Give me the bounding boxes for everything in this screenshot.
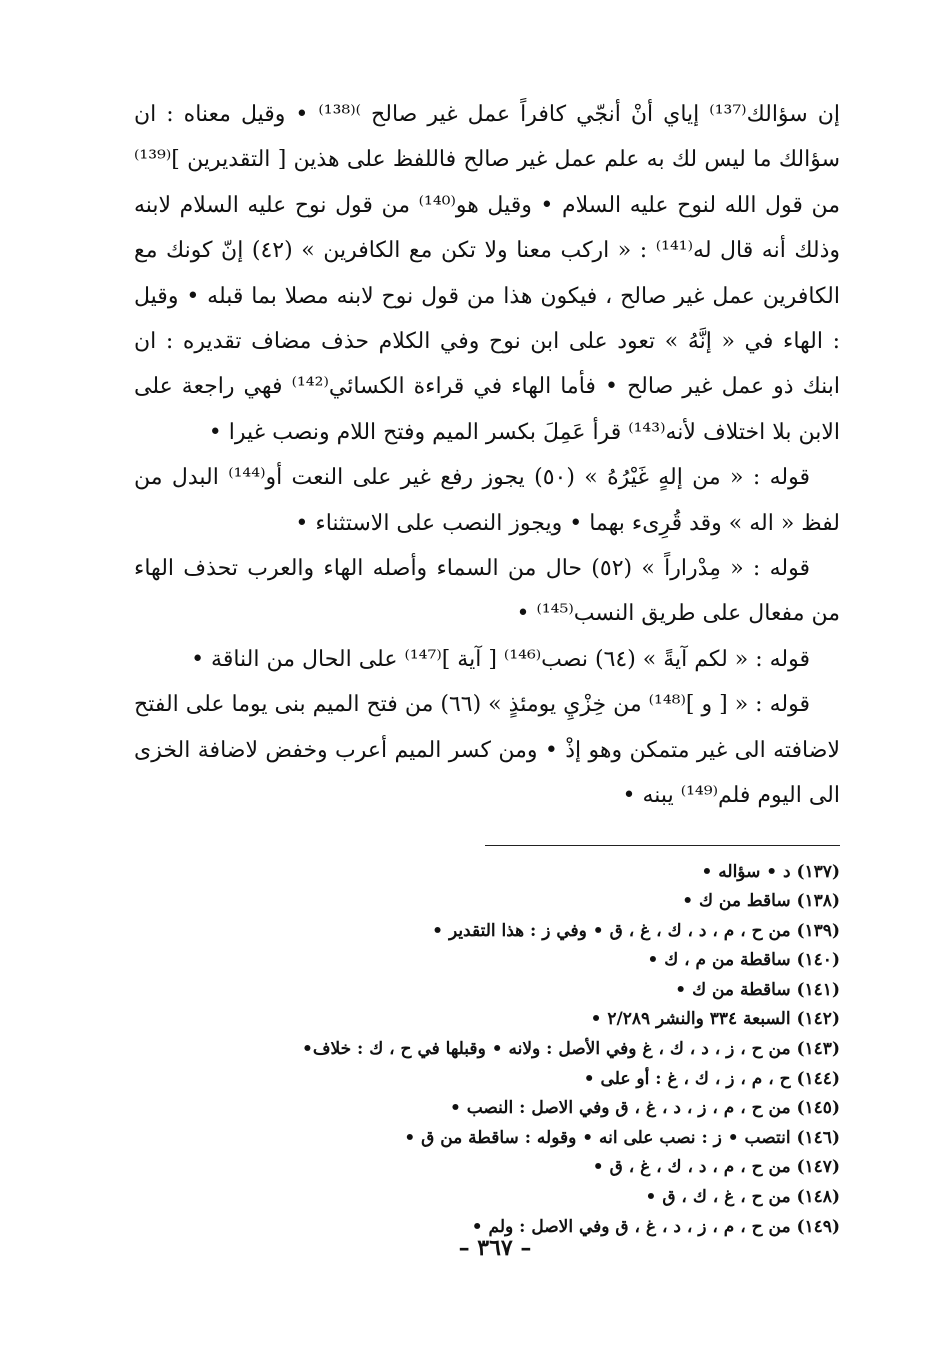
footnote: (١٤٩) من ح ، م ، ز ، د ، غ ، ق وفي الاصل : ولم • bbox=[471, 1216, 840, 1237]
footnote: (١٤٦) انتصب • ز : نصب على انه • وقوله : ساقطة من ق • bbox=[404, 1127, 840, 1148]
footnote: (١٣٧) د • سؤاله • bbox=[701, 861, 840, 882]
footnote: (١٤٣) من ح ، ز ، د ، ك ، غ وفي الأصل : ولانه • وقبلها في ح ، ك : خلاف• bbox=[301, 1039, 840, 1060]
page-number: – ٣٦٧ – bbox=[458, 1235, 532, 1261]
footnote-divider bbox=[485, 845, 840, 846]
footnote: (١٣٨) ساقط من ك • bbox=[682, 891, 840, 912]
footnote: (١٤٤) ح ، م ، ز ، ك ، غ : أو على • bbox=[583, 1068, 840, 1089]
footnote: (١٤١) ساقطة من ك • bbox=[675, 979, 840, 1000]
footnote: (١٣٩) من ح ، م ، د ، ك ، غ ، ق • وفي ز : هذا التقدير • bbox=[432, 920, 840, 941]
paragraph: قوله : « من إلهٍ غَيْرُهُ » (٥٠) يجوز رفع غير على النعت أو⁽¹⁴⁴⁾ البدل من لفظ « اله » وقد قُرِىء بهما • ويجوز النصب على الاستثناء • bbox=[134, 465, 840, 536]
footnote: (١٤٨) من ح ، غ ، ك ، ق • bbox=[645, 1187, 840, 1208]
paragraph: إن سؤالك⁽¹³⁷⁾ إياي أنْ أنجّي كافراً عمل غير صالح ⁾⁽¹³⁸⁾ • وقيل معناه : ان سؤالك ما ليس لك به علم عمل غير صالح فاللفظ على هذين [ التقديرين ]⁽¹³⁹⁾ من قول الله لنوح عليه السلام • وقيل هو⁽¹⁴⁰⁾ من قول نوح عليه السلام لابنه وذلك أنه قال له⁽¹⁴¹⁾ : « اركب معنا ولا تكن مع الكافرين » (٤٢) إنّ كونك مع الكافرين عمل غير صالح ، فيكون هذا من قول نوح لابنه مصلا بما قبله • وقيل : الهاء في « إنَّهُ » تعود على ابن نوح وفي الكلام حذف مضاف تقديره : ان ابنك ذو عمل غير صالح • فأما الهاء في قراءة الكسائي⁽¹⁴²⁾ فهي راجعة على الابن بلا اختلاف لأنه⁽¹⁴³⁾ قرأ عَمِلَ بكسر الميم وفتح اللام ونصب غيرا • bbox=[134, 102, 841, 445]
footnote: (١٤٢) السبعة ٣٣٤ والنشر ٢/٢٨٩ • bbox=[590, 1009, 840, 1030]
main-text bbox=[134, 92, 840, 819]
footnote: (١٤٥) من ح ، م ، ز ، د ، غ ، ق وفي الاصل : النصب • bbox=[449, 1098, 840, 1119]
paragraph: قوله : « مِدْراراً » (٥٢) حال من السماء وأصله الهاء والعرب تحذف الهاء من مفعال على طريق النسب⁽¹⁴⁵⁾ • bbox=[134, 556, 840, 627]
paragraph: قوله : « لكم آيةً » (٦٤) نصب⁽¹⁴⁶⁾ [ آية ]⁽¹⁴⁷⁾ على الحال من الناقة • bbox=[191, 646, 810, 672]
footnote: (١٤٧) من ح ، م ، د ، ك ، غ ، ق • bbox=[592, 1157, 840, 1178]
paragraph: قوله : « [ و ]⁽¹⁴⁸⁾ من خِزْيِ يومئذٍ » (٦٦) من فتح الميم بنى يوما على الفتح لاضافته الى غير متمكن وهو إذْ • ومن كسر الميم أعرب وخفض لاضافة الخزى الى اليوم فلم⁽¹⁴⁹⁾ يبنه • bbox=[134, 692, 840, 809]
footnote: (١٤٠) ساقطة من م ، ك • bbox=[647, 950, 840, 971]
footnotes bbox=[134, 858, 840, 1243]
